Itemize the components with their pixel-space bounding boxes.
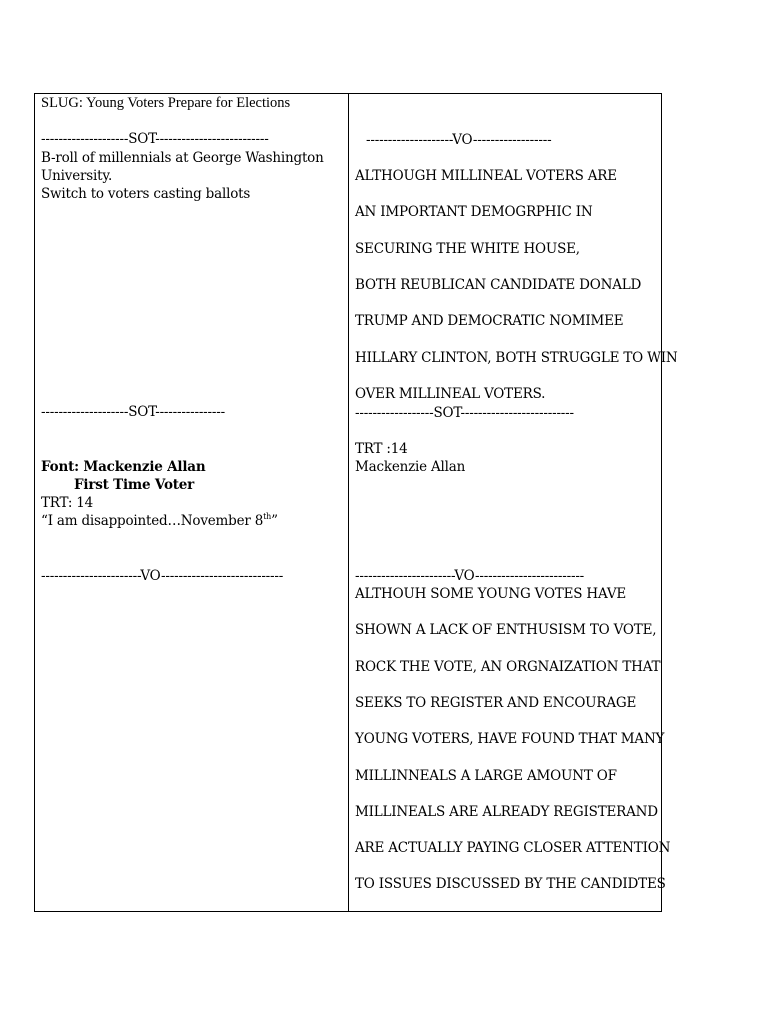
quote-close: ”: [271, 513, 278, 529]
broll-line: University.: [41, 168, 113, 184]
vo-line: ARE ACTUALLY PAYING CLOSER ATTENTION: [355, 840, 671, 857]
font-name: Font: Mackenzie Allan: [41, 459, 206, 475]
quote-superscript: th: [263, 511, 272, 521]
slug-line: SLUG: Young Voters Prepare for Elections: [41, 95, 291, 111]
vo-line: HILLARY CLINTON, BOTH STRUGGLE TO WIN: [355, 349, 678, 366]
vo-line: YOUNG VOTERS, HAVE FOUND THAT MANY: [355, 731, 665, 748]
vo-line: SEEKS TO REGISTER AND ENCOURAGE: [355, 694, 637, 711]
trt-label: TRT: 14: [41, 495, 94, 511]
sot-quote: [41, 512, 278, 530]
vo-line: AN IMPORTANT DEMOGRPHIC IN: [355, 204, 593, 221]
quote-text: “I am disappointed…November 8: [41, 513, 264, 529]
vo-line: TRUMP AND DEMOCRATIC NOMIMEE: [355, 313, 624, 330]
vo-line: ALTHOUGH MILLINEAL VOTERS ARE: [355, 168, 617, 184]
sot-divider: ------------------SOT--------------------------: [355, 405, 574, 421]
vo-divider: --------------------VO------------------: [366, 132, 552, 148]
vo-line: TO ISSUES DISCUSSED BY THE CANDIDTES: [355, 876, 666, 893]
sot-divider: --------------------SOT----------------: [41, 404, 225, 420]
vo-line: BOTH REUBLICAN CANDIDATE DONALD: [355, 276, 642, 293]
vo-line: OVER MILLINEAL VOTERS.: [355, 385, 546, 402]
vo-divider: -----------------------VO----------------------------: [41, 568, 284, 584]
column-divider: [348, 93, 349, 912]
sot-name: Mackenzie Allan: [355, 459, 466, 475]
vo-line: MILLINNEALS A LARGE AMOUNT OF: [355, 767, 617, 784]
vo-line: MILLINEALS ARE ALREADY REGISTERAND: [355, 803, 658, 820]
trt-label: TRT :14: [355, 441, 408, 457]
sot-divider: --------------------SOT--------------------------: [41, 131, 269, 147]
vo-line: SHOWN A LACK OF ENTHUSISM TO VOTE,: [355, 622, 657, 639]
vo-line: ALTHOUH SOME YOUNG VOTES HAVE: [355, 586, 627, 602]
broll-line: Switch to voters casting ballots: [41, 186, 251, 202]
font-title: First Time Voter: [74, 477, 195, 493]
vo-line: SECURING THE WHITE HOUSE,: [355, 240, 580, 257]
broll-line: B-roll of millennials at George Washington: [41, 150, 324, 166]
vo-divider: -----------------------VO-------------------------: [355, 568, 585, 584]
vo-line: ROCK THE VOTE, AN ORGNAIZATION THAT: [355, 658, 661, 675]
